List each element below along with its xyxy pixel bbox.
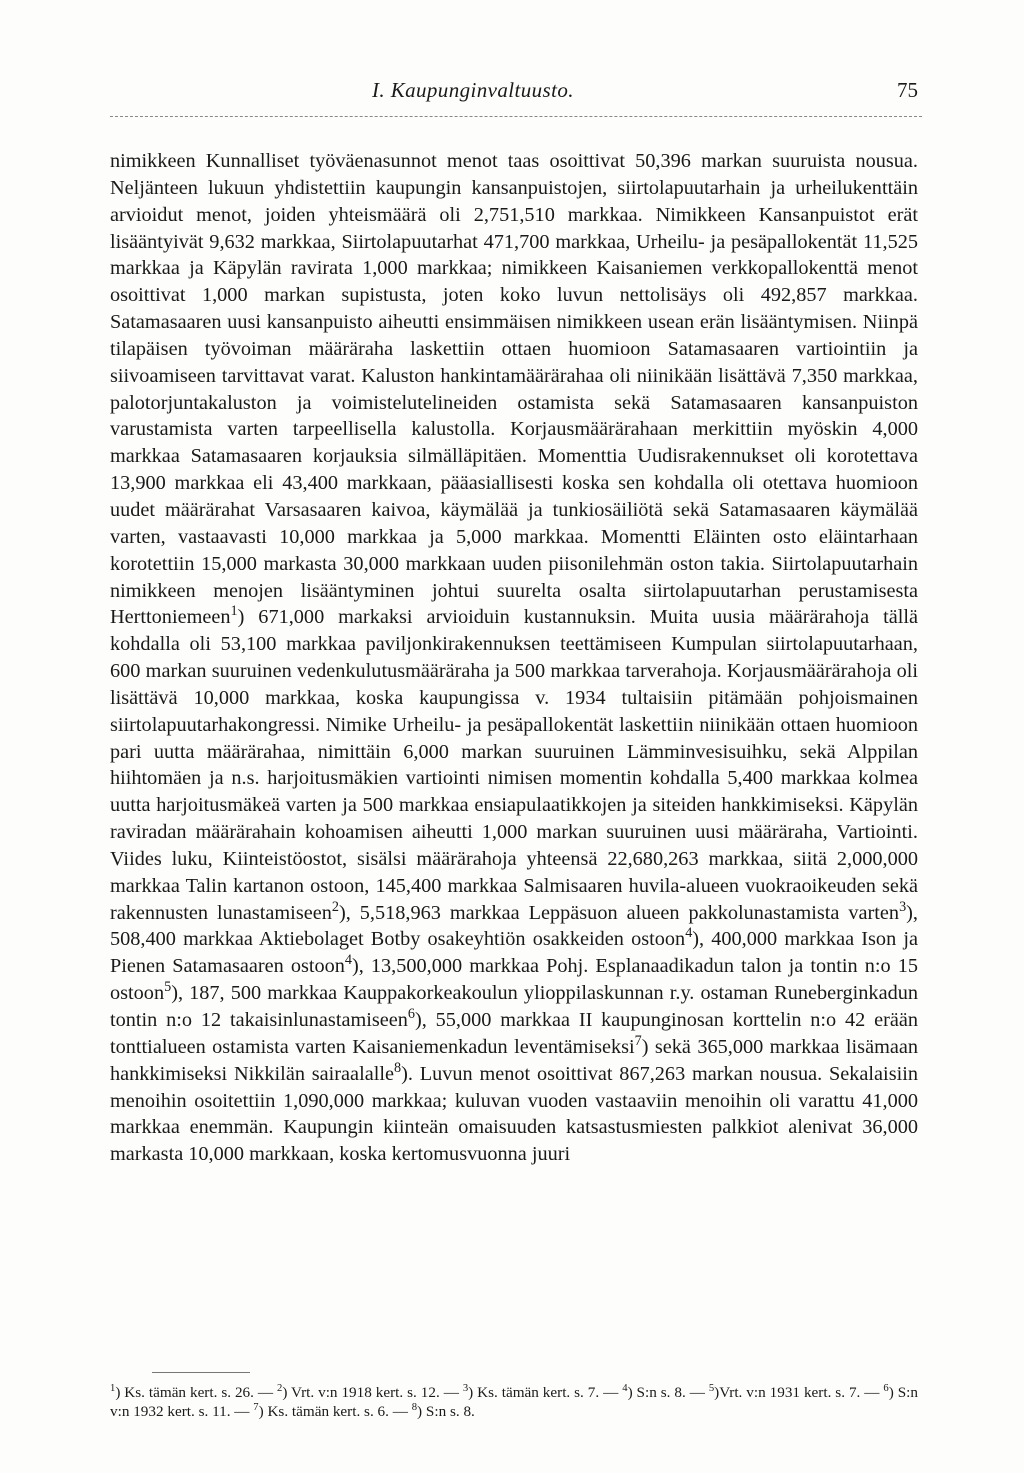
body-text-run: ) 671,000 markaksi arvioiduin kustannuksin. Muita uusia määrärahoja tällä kohdalla oli 53,100 markkaa paviljonkirakennuksen teettämiseen Kumpulan siirtolapuutarhaan, 600 markan suuruinen vedenkulutusmääräraha ja 500 markkaa tarverahoja. Korjausmäärärahoja oli lisättävä 10,000 markkaa, koska kaupungissa v. 1934 tultaisiin pitämään pohjoismainen siirtolapuutarhakongressi. Nimike Urheilu- ja pesäpallokentät laskettiin niinikään ottaen huomioon pari uutta määrärahaa, nimittäin 6,000 markan suuruinen Lämminvesisuihku, sekä Alppilan hiihtomäen ja n.s. harjoitusmäkien vartiointi nimisen momentin kohdalla 5,400 markkaa kolmea uutta harjoitusmäkeä varten ja 500 markkaa ensiapulaatikkojen ja siteiden hankkimiseksi. Käpylän raviradan määrärahain kohoamisen aiheutti 1,000 markan suuruinen uusi määräraha, Vartiointi. Viides luku, Kiinteistöostot, sisälsi määrärahoja yhteensä 22,680,263 markkaa, siitä 2,000,000 markkaa Talin kartanon ostoon, 145,400 markkaa Salmisaaren huvila-alueen vuokraoikeuden sekä rakennusten lunastamiseen [110, 606, 918, 924]
footnote-marker: 4 [685, 925, 693, 942]
footnote-marker: 6 [407, 1006, 416, 1023]
body-text-run: ), 400,000 markkaa Ison ja Pienen Satamasaaren ostoon [110, 928, 918, 978]
footnote-marker: 3 [899, 898, 907, 915]
footnote-marker: 2 [331, 898, 339, 915]
footnote-text-run: ) Ks. tämän kert. s. 7. — [468, 1384, 623, 1401]
footnote-text-run: ) S:n v:n 1932 kert. s. 11. — [110, 1384, 918, 1420]
footnote-marker: 2 [277, 1382, 283, 1394]
footnotes-section [110, 1372, 918, 1421]
footnote-marker: 4 [344, 952, 352, 969]
footnotes-text [110, 1383, 918, 1421]
body-text-run: ). Luvun menot osoittivat 867,263 markan nousua. Sekalaisiin menoihin osoitettiin 1,090,000 markkaa; kuluvan vuoden vastaaviin menoihin oli varattu 41,000 markkaa enemmän. Kaupungin kiinteän omaisuuden katsastusmiesten palkkiot alenivat 36,000 markasta 10,000 markkaan, koska kertomusvuonna juuri [110, 1062, 918, 1166]
footnote-text-run: ) S:n s. 8. — [627, 1384, 709, 1401]
footnote-marker: 8 [411, 1401, 418, 1413]
footnote-text-run: )Vrt. v:n 1931 kert. s. 7. — [714, 1384, 884, 1401]
footnote-marker: 6 [883, 1382, 889, 1394]
footnote-marker: 4 [622, 1382, 628, 1394]
body-text-run: ), 55,000 markkaa II kaupunginosan korttelin n:o 42 erään tonttialueen ostamista varten Kaisaniemenkadun leventämiseksi [110, 1009, 918, 1058]
footnote-marker: 5 [708, 1382, 715, 1394]
header-title: I. Kaupunginvaltuusto. [372, 78, 574, 102]
footnote-text-run: ) Vrt. v:n 1918 kert. s. 12. — [282, 1384, 463, 1401]
footnote-marker: 7 [253, 1401, 259, 1413]
page-number: 75 [897, 78, 918, 102]
header-divider [110, 116, 922, 117]
footnote-marker: 3 [462, 1382, 469, 1394]
footnote-marker: 5 [164, 979, 172, 996]
footnote-divider [152, 1372, 250, 1373]
footnote-marker: 8 [393, 1059, 402, 1076]
body-text-run: nimikkeen Kunnalliset työväenasunnot menot taas osoittivat 50,396 markan suuruista nousua. Neljänteen lukuun yhdistettiin kaupungin kansanpuistojen, siirtolapuutarhain ja urheilukenttäin arvioidut menot, joiden yhteismäärä oli 2,751,510 markkaa. Nimikkeen Kansanpuistot erät lisääntyivät 9,632 markkaa, Siirtolapuutarhat 471,700 markkaa, Urheilu- ja pesäpallokentät 11,525 markkaa ja Käpylän ravirata 1,000 markkaa; nimikkeen Kaisaniemen verkkopallokenttä menot osoittivat 1,000 markan supistusta, joten koko luvun nettolisäys oli 492,857 markkaa. Satamasaaren uusi kansanpuisto aiheutti ensimmäisen nimikkeen usean erän lisääntymisen. Niinpä tilapäisen työvoiman määräraha laskettiin ottaen huomioon Satamasaaren vartiointiin ja siivoamiseen tarvittavat varat. Kaluston hankintamäärärahaa oli niinikään lisättävä 7,350 markkaa, palotorjuntakaluston ja voimistelutelineiden ostamista sekä Satamasaaren kansanpuiston varustamista varten tarpeellisella kalustolla. Korjausmäärärahaan merkittiin myöskin 4,000 markkaa Satamasaaren korjauksia silmälläpitäen. Momenttia Uudisrakennukset oli korotettava 13,900 markkaa eli 43,400 markkaan, pääasiallisesti koska sen kohdalla oli otettava huomioon uudet määrärahat Varsasaaren kaivoa, käymälää ja tunkiosäiliötä sekä Satamasaaren käymälää varten, vastaavasti 10,000 markkaa ja 5,000 markkaa. Momentti Eläinten osto eläintarhaan korotettiin 15,000 markasta 30,000 markkaan uuden piisonilehmän oston takia. Siirtolapuutarhain nimikkeen menojen lisääntyminen johtui suurelta osalta siirtolapuutarhan perustamisesta Herttoniemeen [110, 150, 918, 629]
footnote-text-run: ) Ks. tämän kert. s. 26. — [115, 1384, 278, 1401]
body-text-run: ), 508,400 markkaa Aktiebolaget Botby osakeyhtiön osakkeiden ostoon [110, 901, 918, 951]
footnote-marker: 1 [110, 1382, 116, 1394]
body-text-run: ), 13,500,000 markkaa Pohj. Esplanaadikadun talon ja tontin n:o 15 ostoon [110, 955, 918, 1005]
footnote-marker: 1 [230, 603, 238, 620]
running-header [110, 78, 920, 108]
body-paragraph [110, 148, 918, 1168]
body-text-run: ), 5,518,963 markkaa Leppäsuon alueen pakkolunastamista varten [338, 901, 900, 924]
body-text-run: ) sekä 365,000 markkaa lisämaan hankkimiseksi Nikkilän sairaalalle [110, 1035, 918, 1085]
footnote-marker: 7 [634, 1033, 642, 1050]
footnote-text-run: ) S:n s. 8. [417, 1403, 475, 1420]
footnote-text-run: ) Ks. tämän kert. s. 6. — [258, 1403, 412, 1420]
body-text-run: ), 187, 500 markkaa Kauppakorkeakoulun ylioppilaskunnan r.y. ostaman Runeberginkadun tontin n:o 12 takaisinlunastamiseen [110, 982, 918, 1031]
